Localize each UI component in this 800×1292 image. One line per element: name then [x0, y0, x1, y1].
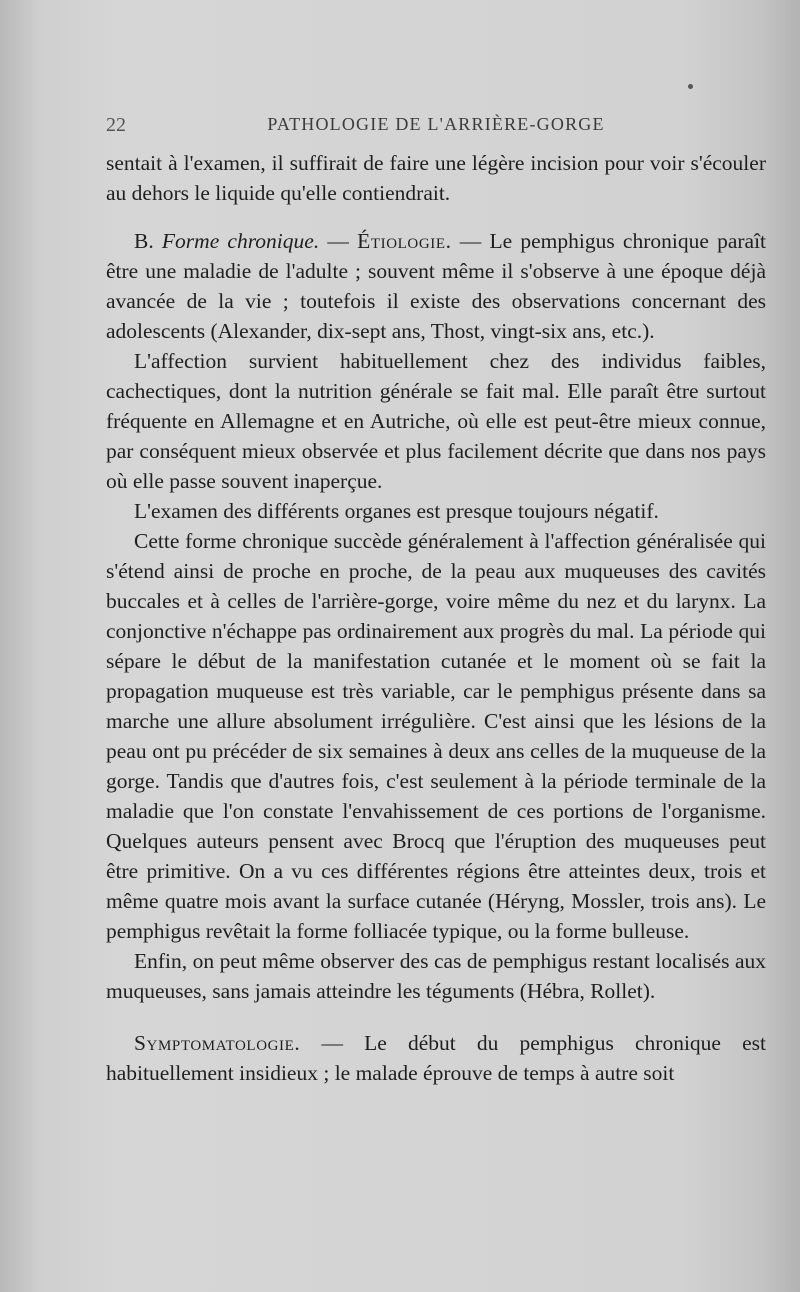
paragraph-subsection-heading [106, 1028, 766, 1088]
paragraph-text: sentait à l'examen, il suffirait de faire une légère incision pour voir s'écouler au dehors le liquide qu'elle contiendrait. [106, 151, 766, 205]
paragraph [106, 496, 766, 526]
section-letter: B. [134, 229, 162, 253]
paragraph-section-heading [106, 226, 766, 346]
section-title: Forme chronique. [161, 229, 320, 253]
body-text [106, 148, 766, 1088]
subsection-label: Étiologie. [357, 229, 452, 253]
paragraph-text: Cette forme chronique succède généralement à l'affection généralisée qui s'étend ainsi de proche en proche, de la peau aux muqueuses des cavités buccales et à celles de l'arrière-gorge, voire même du nez et du larynx. La conjonctive n'échappe pas ordinairement aux progrès du mal. La période qui sépare le début de la manifestation cutanée et le moment où se fait la propagation muqueuse est très variable, car le pemphigus présente dans sa marche une allure absolument irrégulière. C'est ainsi que les lésions de la peau ont pu précéder de six semaines à deux ans celles de la muqueuse de la gorge. Tandis que d'autres fois, c'est seulement à la période terminale de la maladie que l'on constate l'envahissement de ces portions de l'organisme. Quelques auteurs pensent avec Brocq que l'éruption des muqueuses peut être primitive. On a vu ces différentes régions être atteintes deux, trois et même quatre mois avant la surface cutanée (Héryng, Mossler, trois ans). Le pemphigus revêtait la forme folliacée typique, ou la forme bulleuse. [106, 529, 766, 943]
paragraph-continuation [106, 148, 766, 208]
running-title: PATHOLOGIE DE L'ARRIÈRE-GORGE [267, 114, 605, 134]
paragraph-text: L'examen des différents organes est presque toujours négatif. [134, 499, 659, 523]
ink-speck [688, 84, 693, 89]
paragraph [106, 526, 766, 946]
page-number: 22 [106, 114, 126, 136]
dash-separator: — [319, 229, 358, 253]
paragraph [106, 346, 766, 496]
paragraph-text: — Le début du pemphigus chronique est habituellement insidieux ; le malade éprouve de temps à autre soit [106, 1031, 766, 1085]
subsection-label: Symptomatologie. [134, 1031, 301, 1055]
paragraph-text: Enfin, on peut même observer des cas de pemphigus restant localisés aux muqueuses, sans jamais atteindre les téguments (Hébra, Rollet). [106, 949, 766, 1003]
paragraph [106, 946, 766, 1006]
paragraph-text: — Le pemphigus chronique paraît être une maladie de l'adulte ; souvent même il s'observe à une époque déjà avancée de la vie ; toutefois il existe des observations concernant des adolescents (Alexander, dix-sept ans, Thost, vingt-six ans, etc.). [106, 229, 767, 343]
paragraph-text: L'affection survient habituellement chez des individus faibles, cachectiques, dont la nutrition générale se fait mal. Elle paraît être surtout fréquente en Allemagne et en Autriche, où elle est peut-être mieux connue, par conséquent mieux observée et plus facilement décrite que dans nos pays où elle passe souvent inaperçue. [106, 349, 766, 493]
running-head [106, 112, 766, 142]
